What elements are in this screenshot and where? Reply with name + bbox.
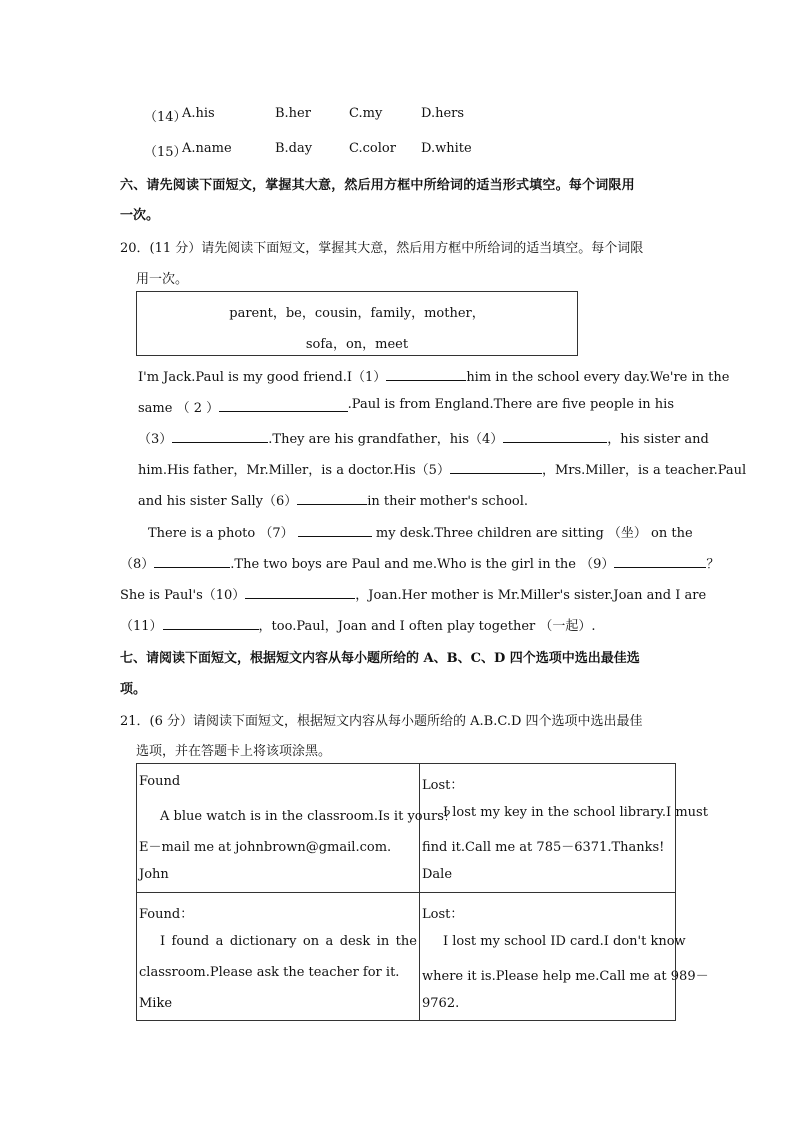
q15-option-d: D.white [421,141,472,156]
notice-found-dictionary: Found： I found a dictionary on a desk in the classroom.Please ask the teacher for it. Mike [137,893,420,1021]
passage-line-7: （8） .The two boys are Paul and me.Who is the girl in the （9） ？ [120,553,719,572]
section-6-heading-line1: 六、请先阅读下面短文，掌握其大意，然后用方框中所给词的适当形式填空。每个词限用 [120,178,635,193]
word-bank-box [136,291,578,356]
notice-lost-id-card: Lost： I lost my school ID card.I don't know where it is.Please help me.Call me at 989－ 9762. [420,893,676,1021]
question-20-prompt-line1: 20．(11 分）请先阅读下面短文，掌握其大意，然后用方框中所给词的适当填空。每个词限 [120,241,644,256]
passage-line-8: She is Paul's（10） ，Joan.Her mother is Mr.Miller's sister.Joan and I are [120,584,706,603]
q15-option-b: B.day [275,141,313,156]
passage-line-4: him.His father，Mr.Miller，is a doctor.His（5） ，Mrs.Miller，is a teacher.Paul [138,459,674,478]
blank-7[interactable] [298,522,372,537]
blank-5[interactable] [450,459,542,474]
blank-1[interactable] [386,366,466,381]
blank-9[interactable] [614,553,706,568]
blank-11[interactable] [163,615,259,630]
q14-option-c: C.my [349,106,383,121]
notice-found-watch: Found A blue watch is in the classroom.Is it yours？ E－mail me at johnbrown@gmail.com. John [137,764,420,893]
section-7-heading-line2: 项。 [120,682,147,697]
word-bank-line1: parent，be，cousin，family，mother， [229,306,485,321]
passage-line-9: （11） ，too.Paul，Joan and I often play together （一起）. [120,615,596,634]
blank-8[interactable] [154,553,230,568]
notices-table [136,763,709,1021]
q14-option-a: A.his [182,106,215,121]
blank-2[interactable] [219,397,348,412]
passage-line-1: I'm Jack.Paul is my good friend.I（1） him in the school every day.We're in the [138,366,674,385]
notice-lost-key: Lost： I lost my key in the school library.I must find it.Call me at 785－6371.Thanks! Dale [420,764,676,893]
question-20-prompt-line2: 用一次。 [136,272,189,287]
q14-option-d: D.hers [421,106,465,121]
blank-3[interactable] [172,428,268,443]
passage-line-6: There is a photo （7） my desk.Three children are sitting （坐） on the [148,522,693,541]
section-6-heading-line2: 一次。 [120,208,160,223]
blank-10[interactable] [245,584,355,599]
blank-6[interactable] [297,490,367,505]
q14-number: （14） [144,110,187,125]
question-21-prompt-line1: 21．(6 分）请阅读下面短文，根据短文内容从每小题所给的 A.B.C.D 四个选项中选出最佳 [120,714,643,729]
passage-line-2: same （ 2 ） .Paul is from England.There are five people in his [138,397,674,416]
section-7-heading-line1: 七、请阅读下面短文，根据短文内容从每小题所给的 A、B、C、D 四个选项中选出最佳选 [120,651,640,666]
q15-option-a: A.name [182,141,232,156]
q15-number: （15） [144,145,187,160]
question-21-prompt-line2: 选项，并在答题卡上将该项涂黑。 [136,744,332,759]
word-bank-line2: sofa，on，meet [305,337,409,352]
passage-line-3: （3） .They are his grandfather，his（4） ，his sister and [138,428,674,447]
q14-option-b: B.her [275,106,311,121]
q15-option-c: C.color [349,141,396,156]
blank-4[interactable] [503,428,607,443]
passage-line-5: and his sister Sally（6） in their mother's school. [138,490,528,509]
